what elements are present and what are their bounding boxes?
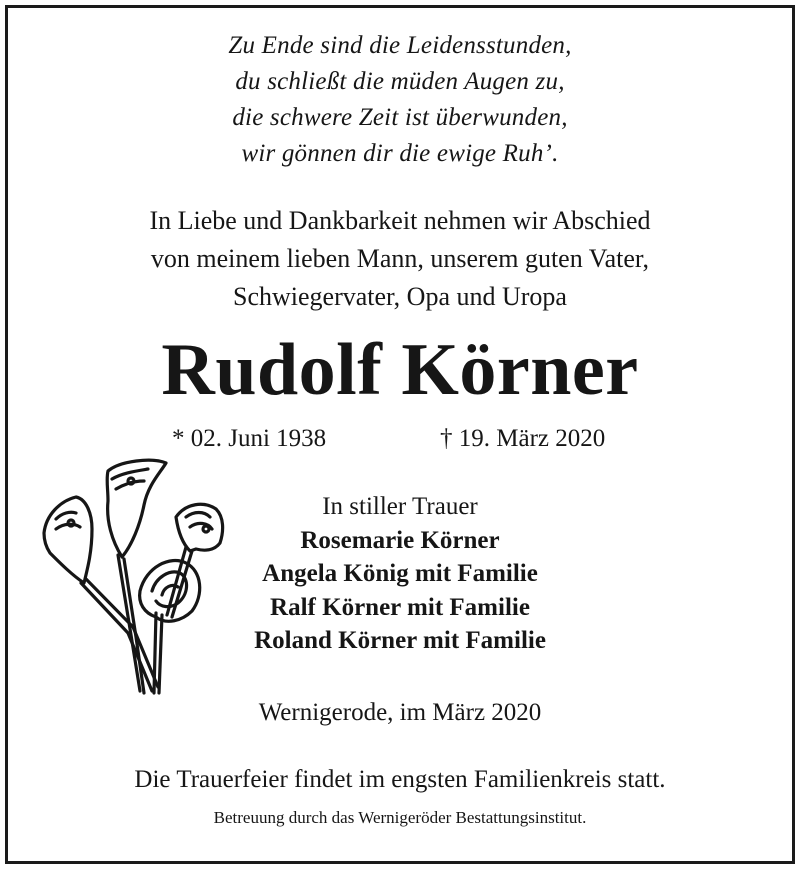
poem-line: du schließt die müden Augen zu, xyxy=(235,68,565,95)
poem-line: Zu Ende sind die Leidensstunden, xyxy=(228,32,572,59)
mourner-name: Angela König mit Familie xyxy=(262,560,538,587)
mourning-heading: In stiller Trauer xyxy=(322,493,478,520)
memorial-poem xyxy=(0,28,800,172)
deceased-name: Rudolf Körner xyxy=(161,329,639,411)
intro-line: Schwiegervater, Opa und Uropa xyxy=(233,282,567,311)
mourners-block xyxy=(0,490,800,658)
funeral-ceremony-note: Die Trauerfeier findet im engsten Familienkreis statt. xyxy=(134,766,666,793)
intro-line: von meinem lieben Mann, unserem guten Vater, xyxy=(150,244,650,273)
funeral-service-credit: Betreuung durch das Wernigeröder Bestattungsinstitut. xyxy=(213,808,587,827)
mourner-name: Roland Körner mit Familie xyxy=(254,627,546,654)
poem-line: die schwere Zeit ist überwunden, xyxy=(232,104,568,131)
death-date: † 19. März 2020 xyxy=(440,425,606,452)
birth-date: * 02. Juni 1938 xyxy=(172,425,327,452)
intro-line: In Liebe und Dankbarkeit nehmen wir Abschied xyxy=(149,206,651,235)
poem-line: wir gönnen dir die ewige Ruh’. xyxy=(241,140,559,167)
farewell-intro xyxy=(0,202,800,316)
mourner-name: Rosemarie Körner xyxy=(300,526,500,554)
mourner-name: Ralf Körner mit Familie xyxy=(270,593,530,621)
place-and-date: Wernigerode, im März 2020 xyxy=(258,699,542,726)
